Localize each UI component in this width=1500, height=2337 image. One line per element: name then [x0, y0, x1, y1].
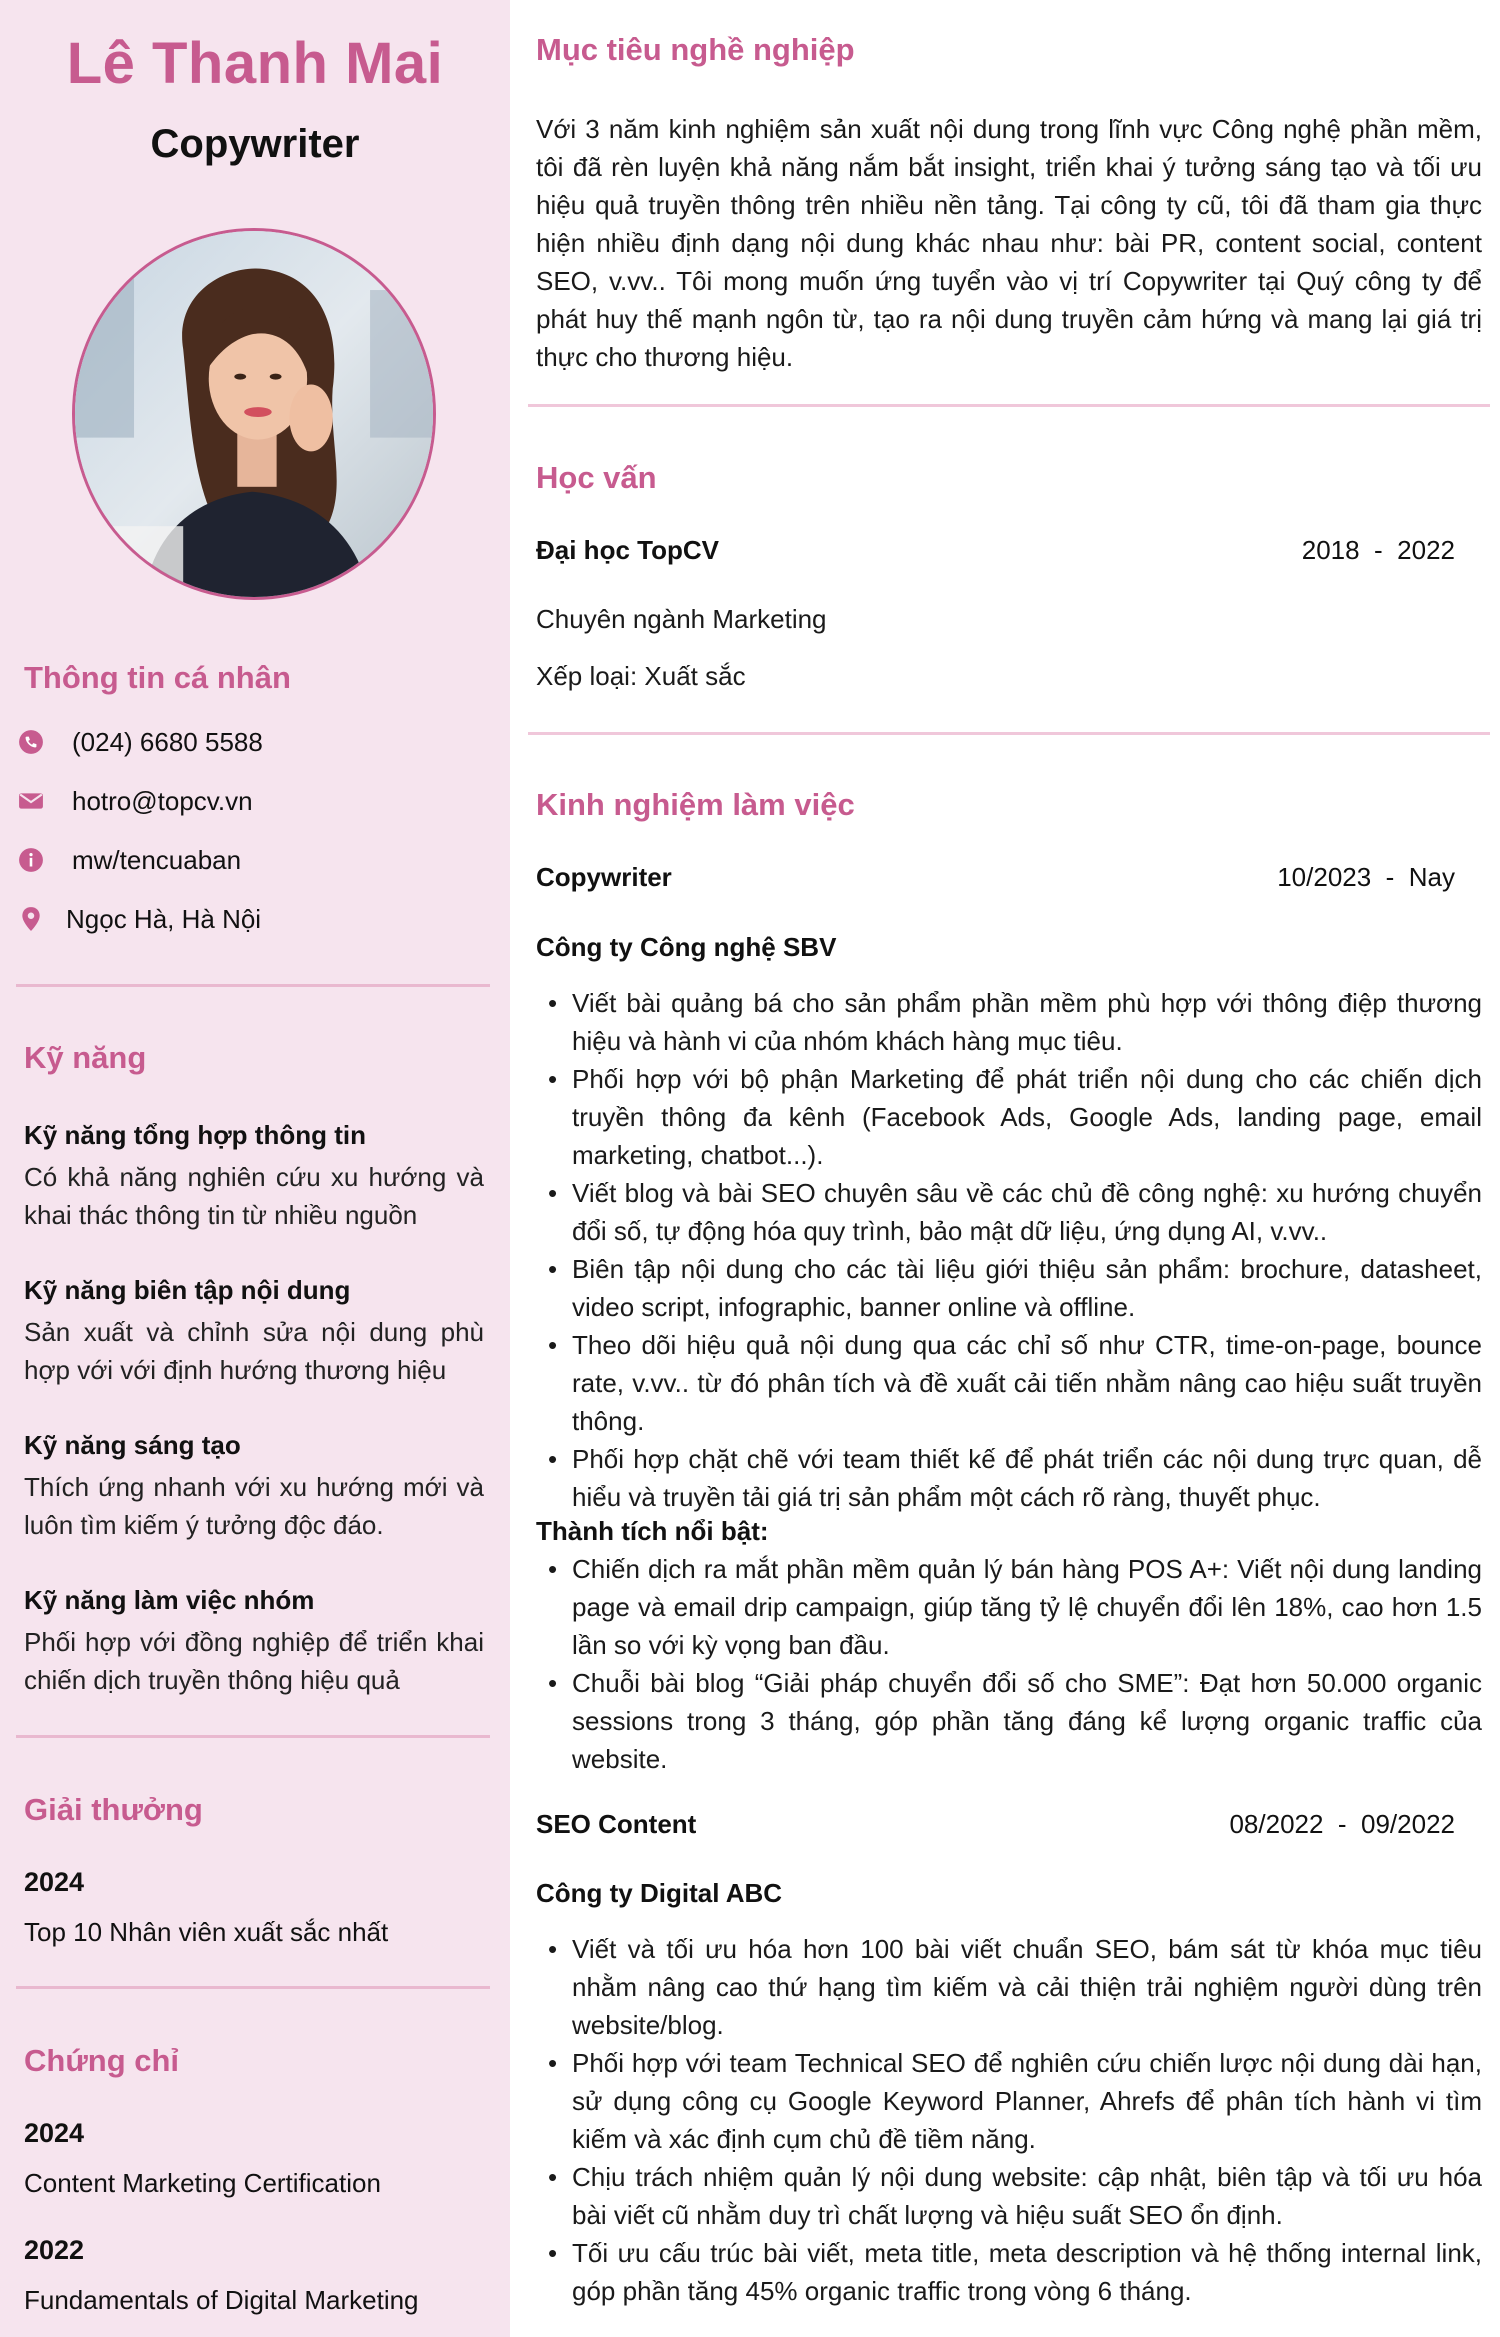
website-text: mw/tencuaban: [72, 844, 242, 875]
main-content: [510, 0, 1500, 2337]
objective-text: Với 3 năm kinh nghiệm sản xuất nội dung trong lĩnh vực Công nghệ phần mềm, tôi đã rèn luyện khả năng nắm bắt insight, triển khai ý tưởng sáng tạo và tối ưu hiệu quả truyền thông trên nhiều nền tảng. Tại công ty cũ, tôi đã tham gia thực hiện nhiều định dạng nội dung khác nhau như: bài PR, content social, content SEO, v.vv.. Tôi mong muốn ứng tuyển vào vị trí Copywriter tại Quý công ty để phát huy thế mạnh ngôn từ, tạo ra nội dung truyền cảm hứng và mang lại giá trị thực cho thương hiệu.: [536, 114, 1482, 372]
award-year: 2024: [24, 1867, 85, 1897]
phone-icon: [16, 727, 46, 757]
contact-address: [16, 899, 261, 939]
location-pin-icon: [16, 904, 46, 934]
certs-title: Chứng chỉ: [24, 2043, 180, 2078]
job-period: 10/2023 - Nay: [1277, 862, 1455, 892]
section-divider: [528, 404, 1490, 407]
school-name: Đại học TopCV: [536, 535, 719, 565]
avatar: [72, 228, 436, 600]
skill-name: Kỹ năng tổng hợp thông tin: [24, 1120, 366, 1150]
job-position: Copywriter: [536, 862, 672, 892]
contact-phone: [16, 722, 263, 762]
personal-info-title: Thông tin cá nhân: [24, 660, 291, 695]
sidebar-divider: [16, 1986, 490, 1989]
list-item: • Phối hợp chặt chẽ với team thiết kế để phát triển các nội dung trực quan, dễ hiểu và truyền tải giá trị sản phẩm một cách rõ ràng, thuyết phục.: [536, 1440, 1482, 1516]
grade: Xếp loại: Xuất sắc: [536, 661, 746, 691]
candidate-role: Copywriter: [150, 122, 360, 166]
email-text: hotro@topcv.vn: [72, 785, 253, 816]
cert-year: 2024: [24, 2118, 85, 2148]
list-item: • Viết và tối ưu hóa hơn 100 bài viết chuẩn SEO, bám sát từ khóa mục tiêu nhằm nâng cao thứ hạng tìm kiếm và cải thiện trải nghiệm người dùng trên website/blog.: [536, 1930, 1482, 2044]
skill-name: Kỹ năng làm việc nhóm: [24, 1585, 315, 1615]
achievements-title: Thành tích nổi bật:: [536, 1516, 769, 1546]
contact-website: [16, 840, 241, 880]
list-item: • Chịu trách nhiệm quản lý nội dung website: cập nhật, biên tập và tối ưu hóa bài viết cũ nhằm duy trì chất lượng và hiệu suất SEO ổn định.: [536, 2158, 1482, 2234]
list-item: • Tối ưu cấu trúc bài viết, meta title, meta description và hệ thống internal link, góp phần tăng 45% organic traffic trong vòng 6 tháng.: [536, 2234, 1482, 2310]
job-bullets: [536, 1930, 1482, 2310]
education-period: 2018 - 2022: [1301, 535, 1455, 565]
candidate-name: Lê Thanh Mai: [66, 31, 444, 96]
cert-year: 2022: [24, 2235, 85, 2265]
objective-title: Mục tiêu nghề nghiệp: [536, 32, 855, 67]
sidebar-divider: [16, 984, 490, 987]
job-company: Công ty Digital ABC: [536, 1878, 783, 1908]
job-position: SEO Content: [536, 1809, 697, 1839]
avatar-photo: [75, 231, 433, 597]
job-bullets: [536, 984, 1482, 1516]
section-divider: [528, 732, 1490, 735]
job-period: 08/2022 - 09/2022: [1229, 1809, 1455, 1839]
list-item: • Viết bài quảng bá cho sản phẩm phần mềm phù hợp với thông điệp thương hiệu và hành vi của nhóm khách hàng mục tiêu.: [536, 984, 1482, 1060]
skill-name: Kỹ năng sáng tạo: [24, 1430, 241, 1460]
skill-desc: Thích ứng nhanh với xu hướng mới và luôn tìm kiếm ý tưởng độc đáo.: [24, 1472, 484, 1540]
skill-desc: Sản xuất và chỉnh sửa nội dung phù hợp với với định hướng thương hiệu: [24, 1317, 484, 1385]
list-item: • Chuỗi bài blog “Giải pháp chuyển đổi số cho SME”: Đạt hơn 50.000 organic sessions trong 3 tháng, góp phần tăng đáng kể lượng organic traffic của website.: [536, 1664, 1482, 1778]
experience-title: Kinh nghiệm làm việc: [536, 787, 855, 822]
info-icon: [16, 845, 46, 875]
address-text: Ngọc Hà, Hà Nội: [66, 903, 262, 934]
cert-text: Content Marketing Certification: [24, 2168, 381, 2198]
skill-desc: Phối hợp với đồng nghiệp để triển khai chiến dịch truyền thông hiệu quả: [24, 1627, 484, 1695]
contact-email: [16, 781, 253, 821]
list-item: • Theo dõi hiệu quả nội dung qua các chỉ số như CTR, time-on-page, bounce rate, v.vv.. từ đó phân tích và đề xuất cải tiến nhằm nâng cao hiệu suất truyền thông.: [536, 1326, 1482, 1440]
skills-title: Kỹ năng: [24, 1040, 147, 1075]
major: Chuyên ngành Marketing: [536, 604, 827, 634]
achievement-bullets: [536, 1550, 1482, 1778]
mail-icon: [16, 786, 46, 816]
list-item: • Phối hợp với bộ phận Marketing để phát triển nội dung cho các chiến dịch truyền thông đa kênh (Facebook Ads, Google Ads, landing page, email marketing, chatbot...).: [536, 1060, 1482, 1174]
awards-title: Giải thưởng: [24, 1792, 203, 1827]
job-company: Công ty Công nghệ SBV: [536, 932, 837, 962]
phone-text: (024) 6680 5588: [72, 726, 263, 757]
sidebar-divider: [16, 1735, 490, 1738]
education-title: Học vấn: [536, 460, 657, 495]
skill-name: Kỹ năng biên tập nội dung: [24, 1275, 351, 1305]
list-item: • Biên tập nội dung cho các tài liệu giới thiệu sản phẩm: brochure, datasheet, video script, infographic, banner online và offline.: [536, 1250, 1482, 1326]
list-item: • Viết blog và bài SEO chuyên sâu về các chủ đề công nghệ: xu hướng chuyển đổi số, tự động hóa quy trình, bảo mật dữ liệu, ứng dụng AI, v.vv..: [536, 1174, 1482, 1250]
award-text: Top 10 Nhân viên xuất sắc nhất: [24, 1917, 389, 1947]
skill-desc: Có khả năng nghiên cứu xu hướng và khai thác thông tin từ nhiều nguồn: [24, 1162, 484, 1230]
list-item: • Chiến dịch ra mắt phần mềm quản lý bán hàng POS A+: Viết nội dung landing page và email drip campaign, giúp tăng tỷ lệ chuyển đổi lên 18%, cao hơn 1.5 lần so với kỳ vọng ban đầu.: [536, 1550, 1482, 1664]
cert-text: Fundamentals of Digital Marketing: [24, 2285, 419, 2315]
sidebar: [0, 0, 510, 2337]
list-item: • Phối hợp với team Technical SEO để nghiên cứu chiến lược nội dung dài hạn, sử dụng công cụ Google Keyword Planner, Ahrefs để phân tích hành vi tìm kiếm và xác định cụm chủ đề tiềm năng.: [536, 2044, 1482, 2158]
